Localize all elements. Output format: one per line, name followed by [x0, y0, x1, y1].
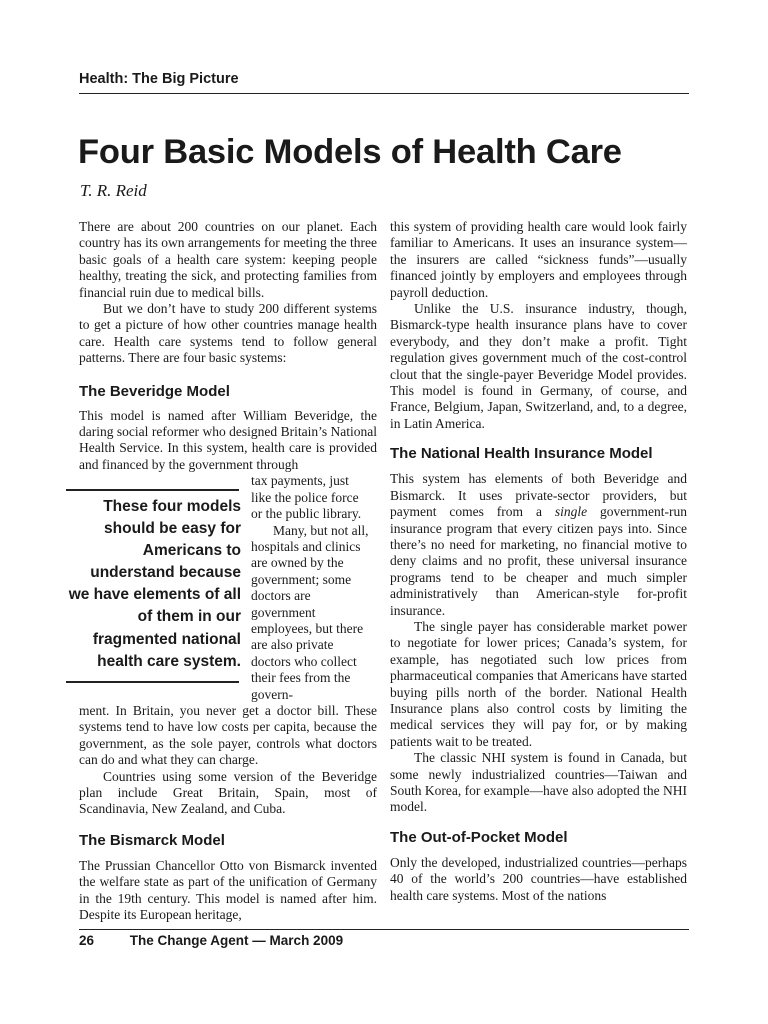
bismarck-heading: The Bismarck Model — [79, 831, 225, 849]
nhi-heading: The National Health Insurance Model — [390, 445, 653, 463]
beveridge-paragraph-2a: Many, but not all, hospitals and clinics are owned by the government; some doctors are government employees, but there are also private doctors who collect their fees from the govern- — [251, 522, 369, 702]
bismarck-paragraph-2: Unlike the U.S. insurance industry, though, Bismarck-type health insurance plans have to cover everybody, and they don’t make a profit. Tight regulation gives government much of the cost-control clout that the single-payer Beveridge Model provides. This model is found in Germany, of course, and France, Belgium, Japan, Switzerland, and, to a degree, in Latin America. — [390, 301, 687, 431]
beveridge-paragraph-2b: ment. In Britain, you never get a doctor bill. These systems tend to have low costs per capita, because the government, as the sole payer, controls what doctors can do and what they can charge. — [79, 702, 377, 768]
intro-paragraph-1: There are about 200 countries on our planet. Each country has its own arrangements for meeting the three basic goals of a health care system: keeping people healthy, treating the sick, and protecting families from financial ruin due to medical bills. — [79, 219, 377, 300]
bismarck-paragraph-1: The Prussian Chancellor Otto von Bismarck invented the welfare state as part of the unification of Germany in the 19th century. This model is named after him. Despite its European heritage, — [79, 857, 377, 923]
section-header: Health: The Big Picture — [79, 71, 239, 87]
intro-paragraph-2: But we don’t have to study 200 different systems to get a picture of how other countries manage health care. Health care systems tend to follow general patterns. There are four basic systems: — [79, 301, 377, 366]
oop-heading: The Out-of-Pocket Model — [390, 828, 568, 846]
beveridge-paragraph-1a: This model is named after William Beveridge, the daring social reformer who designed Britain’s National Health Service. In this system, health care is provided and financed by the government through — [79, 407, 377, 472]
pull-quote: These four models should be easy for Americans to understand because we have elements of all of them in our fragmented national health care system. — [68, 498, 241, 670]
page-footer — [79, 933, 343, 948]
article-author: T. R. Reid — [80, 181, 147, 200]
right-column — [390, 219, 687, 904]
header-rule — [79, 93, 689, 94]
nhi-paragraph-3: The classic NHI system is found in Canada, but some newly industrialized countries—Taiwan and South Korea, for example—have also adopted the NHI model. — [390, 750, 687, 815]
beveridge-paragraph-3: Countries using some version of the Beveridge plan include Great Britain, Spain, most of Scandinavia, New Zealand, and Cuba. — [79, 768, 377, 817]
publication-info: The Change Agent — March 2009 — [129, 933, 344, 948]
article-title: Four Basic Models of Health Care — [78, 133, 622, 171]
nhi-paragraph-2: The single payer has considerable market power to negotiate for lower prices; Canada’s system, for example, has negotiated such low prices from pharmaceutical companies that Americans have started buying pills north of the border. National Health Insurance plans also control costs by limiting the medical services they will pay for, or by making patients wait to be treated. — [390, 618, 687, 749]
beveridge-paragraph-1b: tax payments, just like the police force or the public library. — [251, 473, 362, 522]
pullquote-rule-top — [66, 489, 239, 491]
footer-rule — [79, 929, 689, 930]
pullquote-rule-bottom — [66, 681, 239, 683]
page-number: 26 — [79, 933, 95, 948]
bismarck-paragraph-1-continued: this system of providing health care would look fairly familiar to Americans. It uses an insurance system—the insurers are called “sickness funds”—usually financed jointly by employers and employees through payroll deduction. — [390, 219, 687, 300]
nhi-paragraph-1: This system has elements of both Beveridge and Bismarck. It uses private-sector providers, but payment comes from a single government-run insurance program that every citizen pays into. Since there’s no need for marketing, no financial motive to deny claims and no profit, these universal insurance programs tend to be cheaper and much simpler administratively than American-style for-profit insurance. — [390, 471, 687, 618]
beveridge-heading: The Beveridge Model — [79, 382, 230, 400]
oop-paragraph-1: Only the developed, industrialized countries—perhaps 40 of the world’s 200 countries—have established health care systems. Most of the nations — [390, 854, 687, 903]
